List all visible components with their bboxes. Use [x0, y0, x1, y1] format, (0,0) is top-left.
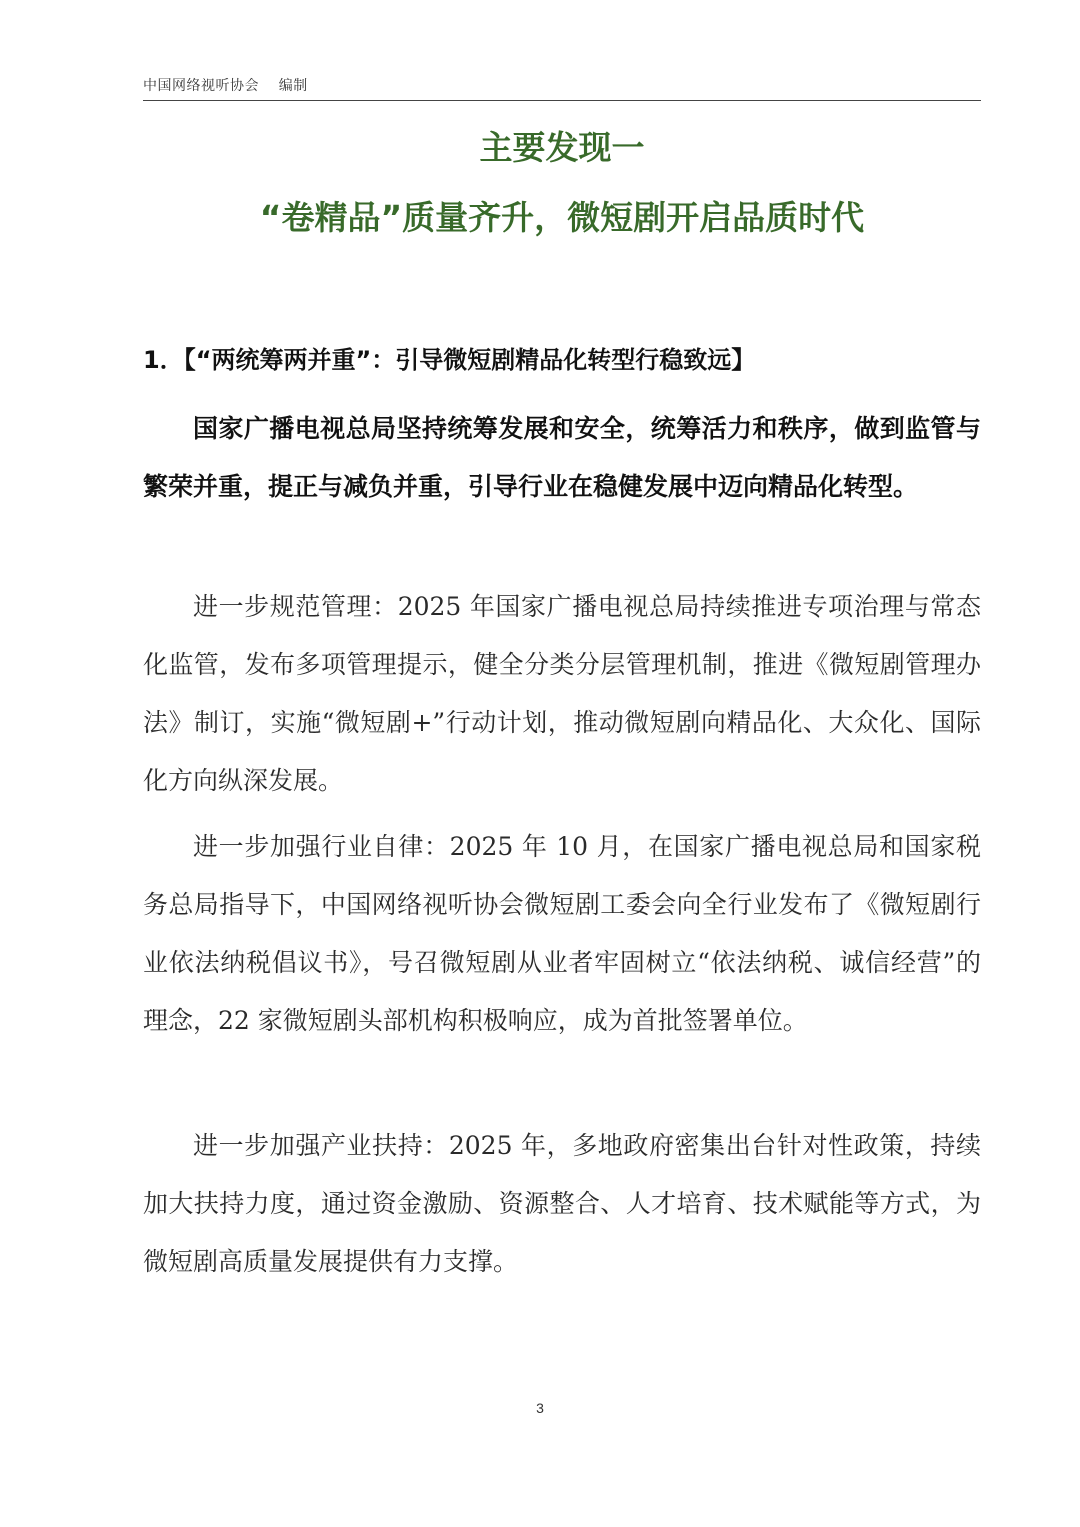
- body-paragraph-industry-support: 进一步加强产业扶持：2025 年，多地政府密集出台针对性政策，持续加大扶持力度，通过资金激励、资源整合、人才培育、技术赋能等方式，为微短剧高质量发展提供有力支撑。: [143, 1131, 981, 1276]
- body-paragraph-management: 进一步规范管理：2025 年国家广播电视总局持续推进专项治理与常态化监管，发布多项管理提示，健全分类分层管理机制，推进《微短剧管理办法》制订，实施“微短剧+”行动计划，推动微短剧向精品化、大众化、国际化方向纵深发展。: [143, 592, 981, 795]
- chapter-subtitle: “卷精品”质量齐升，微短剧开启品质时代: [259, 198, 865, 237]
- page-header: [143, 76, 981, 101]
- intro-paragraph: 国家广播电视总局坚持统筹发展和安全，统筹活力和秩序，做到监管与繁荣并重，提正与减负并重，引导行业在稳健发展中迈向精品化转型。: [143, 414, 981, 501]
- chapter-title: 主要发现一: [479, 128, 645, 167]
- section-heading: 1．【“两统筹两并重”：引导微短剧精品化转型行稳致远】: [143, 346, 756, 374]
- body-paragraph-self-discipline: 进一步加强行业自律：2025 年 10 月，在国家广播电视总局和国家税务总局指导下，中国网络视听协会微短剧工委会向全行业发布了《微短剧行业依法纳税倡议书》，号召微短剧从业者牢固树立“依法纳税、诚信经营”的理念，22 家微短剧头部机构积极响应，成为首批签署单位。: [143, 832, 981, 1035]
- header-text: 中国网络视听协会 编制: [143, 78, 308, 94]
- page-number: 3: [536, 1400, 544, 1416]
